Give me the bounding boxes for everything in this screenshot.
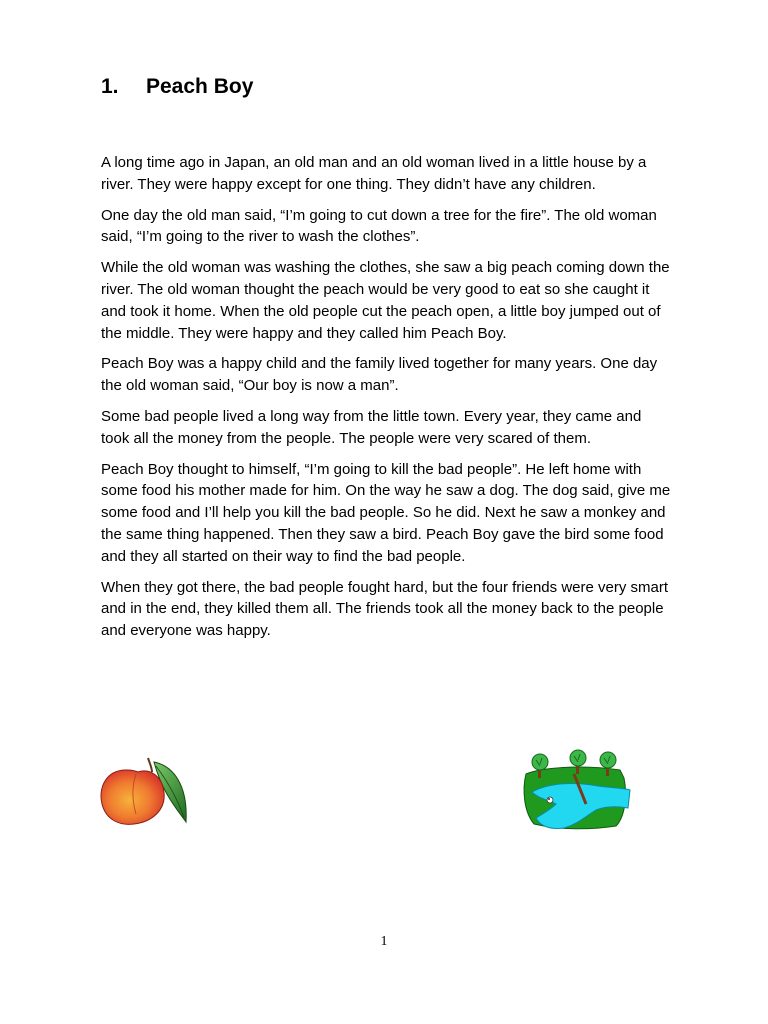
paragraph: Some bad people lived a long way from the little town. Every year, they came and took all the money from the people. The people were very scared of them. — [101, 407, 642, 447]
section-heading — [101, 72, 253, 102]
paragraph: A long time ago in Japan, an old man and an old woman lived in a little house by a river. They were happy except for one thing. They didn’t have any children. — [101, 154, 647, 193]
river-illustration — [520, 748, 632, 832]
heading-title: Peach Boy — [146, 75, 254, 98]
paragraph: When they got there, the bad people fought hard, but the four friends were very smart and in the end, they killed them all. The friends took all the money back to the people and everyone was happy. — [101, 578, 668, 640]
paragraph: One day the old man said, “I’m going to cut down a tree for the fire”. The old woman said, “I’m going to the river to wash the clothes”. — [101, 206, 657, 246]
heading-number: 1. — [101, 75, 119, 98]
peach-illustration — [96, 752, 192, 832]
paragraph: While the old woman was washing the clothes, she saw a big peach coming down the river. The old woman thought the peach would be very good to eat so she caught it and took it home. When the old people cut the peach open, a little boy jumped out of the middle. They were happy and they called him Peach Boy. — [101, 259, 670, 342]
paragraph: Peach Boy thought to himself, “I’m going to kill the bad people”. He left home with some food his mother made for him. On the way he saw a dog. The dog said, give me some food and I’ll help you kill the bad people. So he did. Next he saw a monkey and the same thing happened. Then they saw a bird. Peach Boy gave the bird some food and they all started on their way to find the bad people. — [101, 460, 671, 565]
page-number: 1 — [380, 934, 388, 949]
paragraph: Peach Boy was a happy child and the family lived together for many years. One day the old woman said, “Our boy is now a man”. — [101, 355, 658, 395]
story-body — [101, 152, 671, 651]
